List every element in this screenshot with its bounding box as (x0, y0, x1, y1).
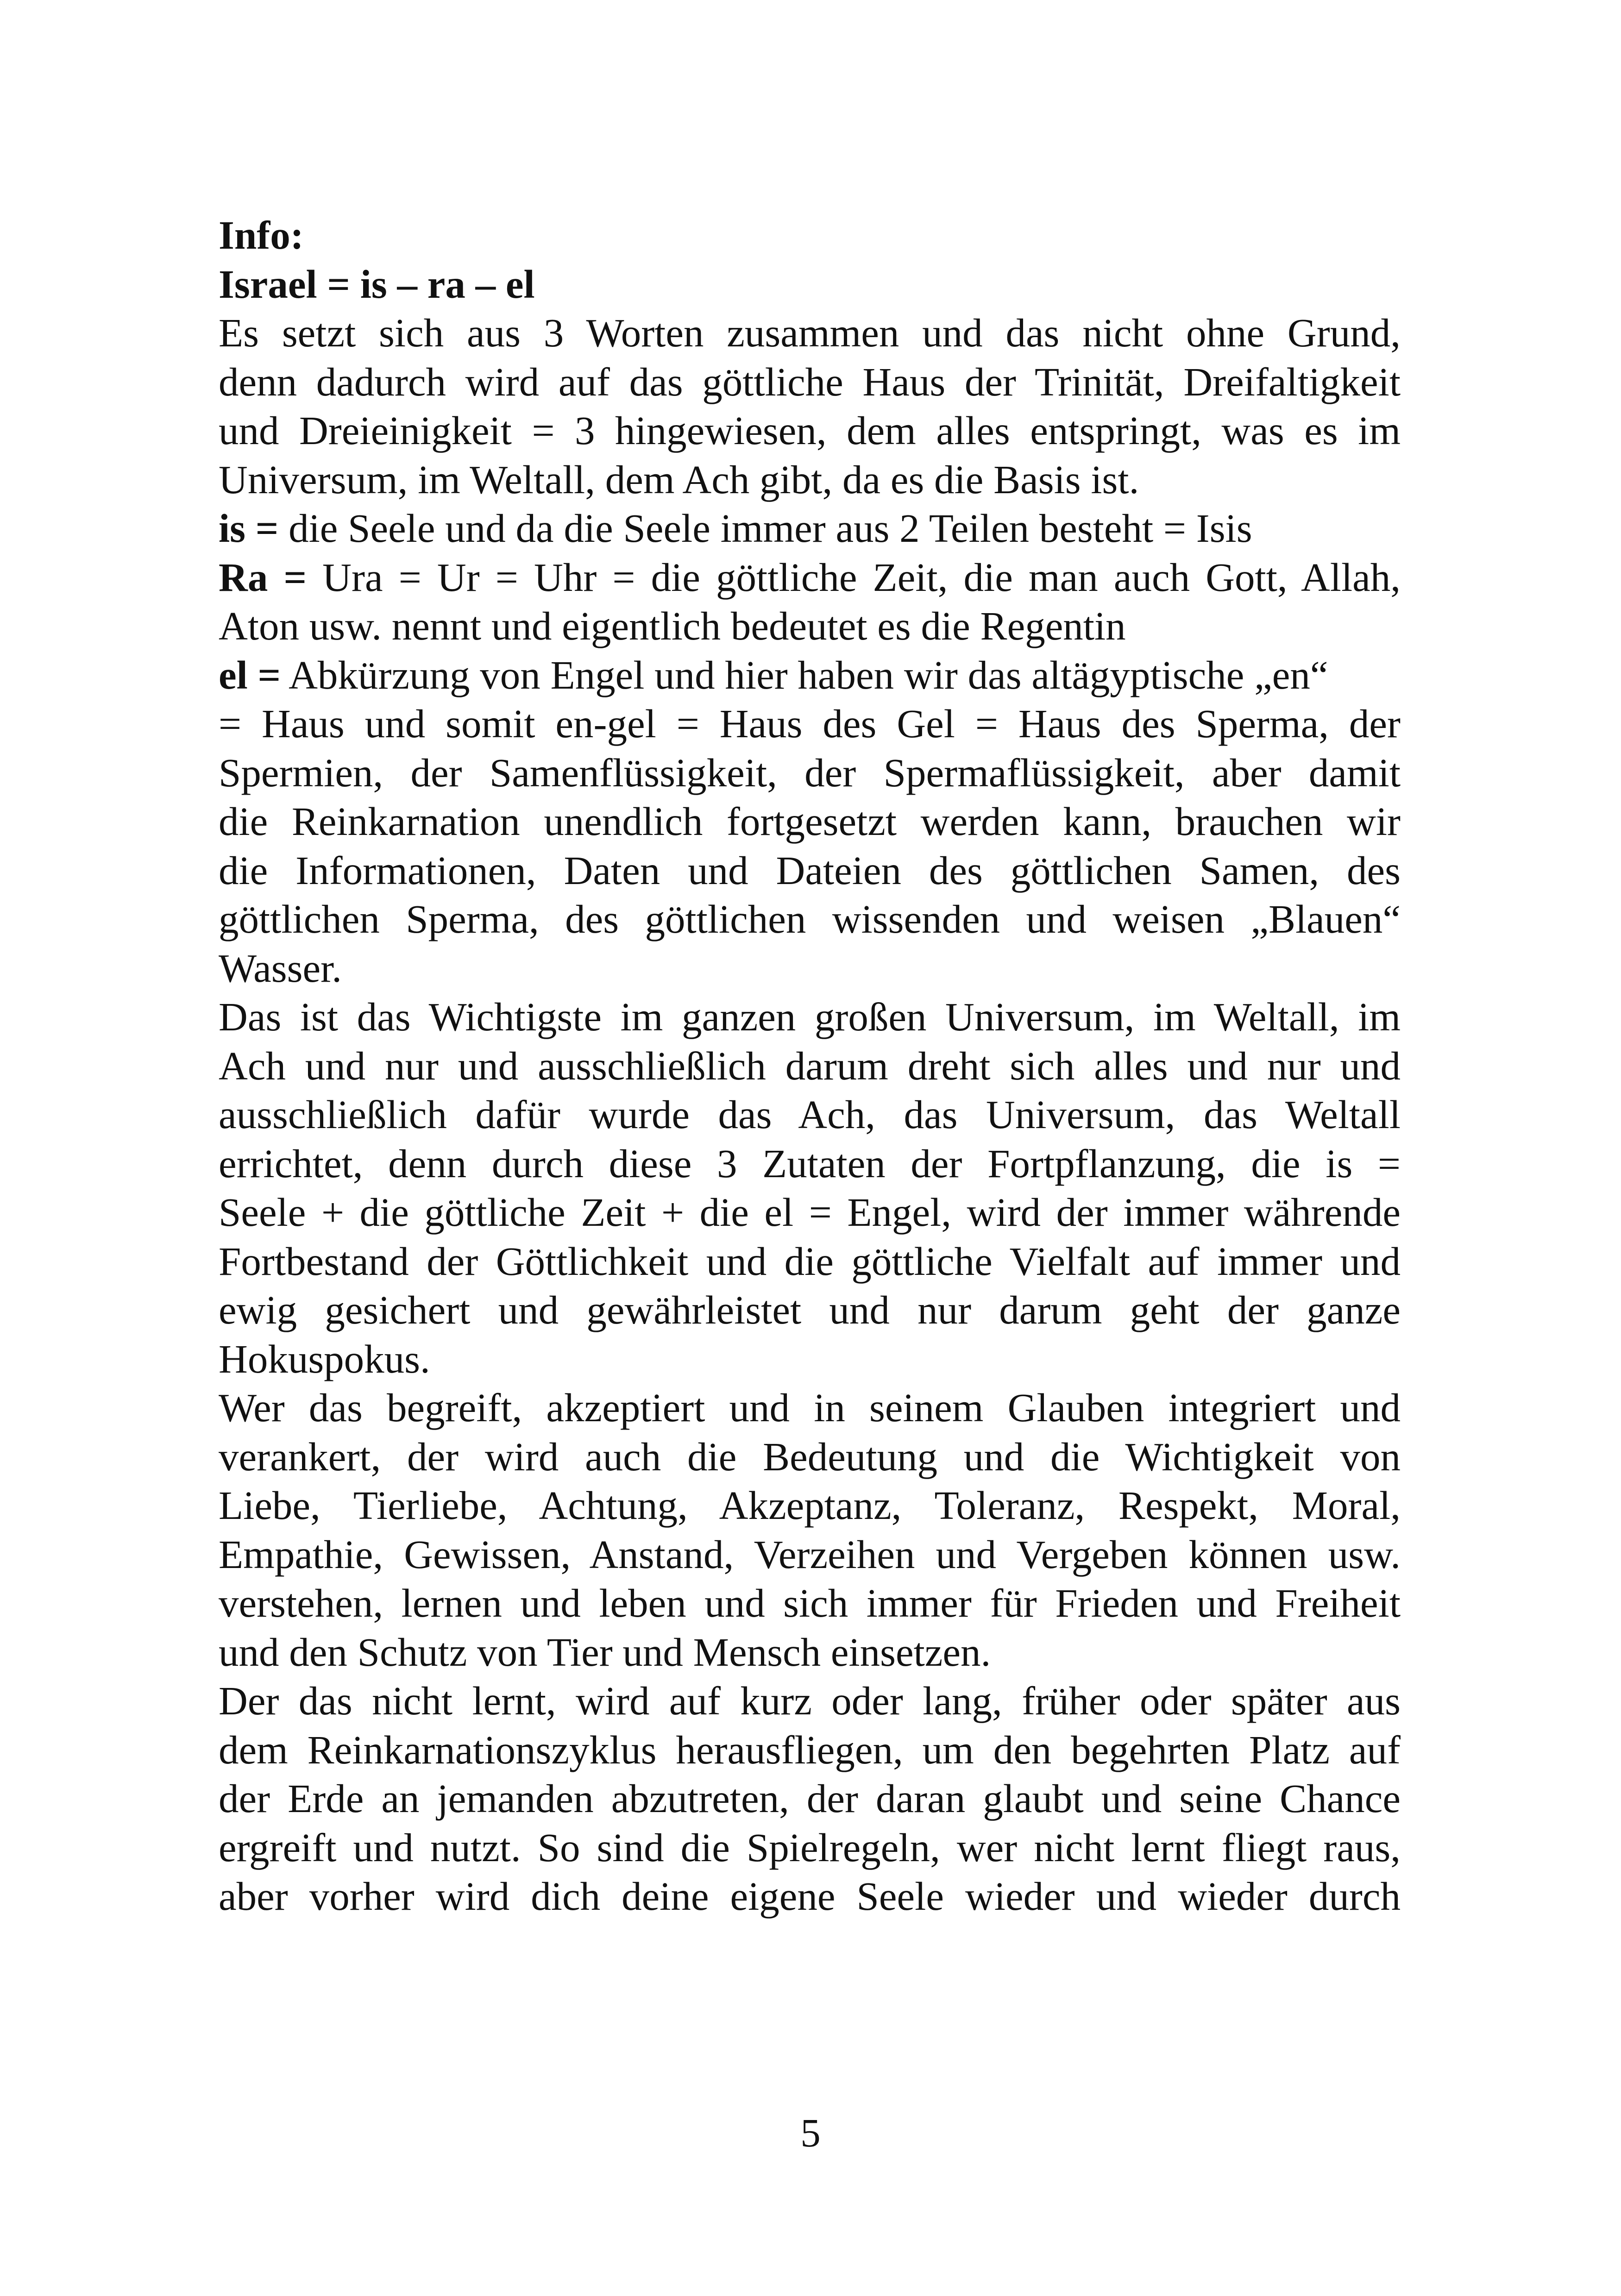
definition-is (219, 504, 1401, 553)
text-line: denn dadurch wird auf das göttliche Haus der Trinität, Dreifaltigkeit (219, 359, 1401, 404)
text-line: und Dreieinigkeit = 3 hingewiesen, dem alles entspringt, was es im (219, 408, 1401, 453)
text-line: Empathie, Gewissen, Anstand, Verzeihen und Vergeben können usw. (219, 1531, 1401, 1577)
text-line: aber vorher wird dich deine eigene Seele wieder und wieder durch (219, 1874, 1401, 1919)
definition-text: Abkürzung von Engel und hier haben wir das altägyptische „en“ (281, 652, 1328, 697)
text-line: Fortbestand der Göttlichkeit und die göttliche Vielfalt auf immer und (219, 1238, 1401, 1284)
body-text (219, 211, 1401, 1921)
definition-text: die Seele und da die Seele immer aus 2 Teilen besteht = Isis (278, 506, 1252, 551)
text-line: göttlichen Sperma, des göttlichen wissenden und weisen „Blauen“ (219, 897, 1401, 941)
term-is: is = (219, 506, 279, 551)
text-line: Ach und nur und ausschließlich darum dreht sich alles und nur und (219, 1043, 1401, 1088)
text-line: der Erde an jemanden abzutreten, der daran glaubt und seine Chance (219, 1776, 1401, 1821)
text-line: Wasser. (219, 945, 342, 991)
text-line: und den Schutz von Tier und Mensch einsetzen. (219, 1629, 991, 1675)
definition-ra (219, 553, 1401, 602)
text-line: verstehen, lernen und leben und sich immer für Frieden und Freiheit (219, 1581, 1401, 1625)
definition-el (219, 651, 1401, 700)
text-line: ewig gesichert und gewährleistet und nur darum geht der ganze (219, 1287, 1401, 1332)
term-el: el = (219, 652, 281, 697)
term-ra: Ra = (219, 554, 307, 600)
text-line: die Reinkarnation unendlich fortgesetzt werden kann, brauchen wir (219, 799, 1401, 844)
text-line: die Informationen, Daten und Dateien des göttlichen Samen, des (219, 847, 1401, 893)
text-line: Seele + die göttliche Zeit + die el = Engel, wird der immer währende (219, 1190, 1401, 1235)
text-line: = Haus und somit en-gel = Haus des Gel = Haus des Sperma, der (219, 701, 1401, 746)
page-number: 5 (800, 2110, 821, 2155)
text-line: Hokuspokus. (219, 1336, 430, 1381)
text-line: Universum, im Weltall, dem Ach gibt, da es die Basis ist. (219, 457, 1139, 502)
text-line: Wer das begreift, akzeptiert und in seinem Glauben integriert und (219, 1385, 1401, 1430)
text-line: Das ist das Wichtigste im ganzen großen Universum, im Weltall, im (219, 994, 1401, 1039)
heading-info: Info: (219, 213, 304, 257)
text-line: verankert, der wird auch die Bedeutung und die Wichtigkeit von (219, 1434, 1401, 1479)
text-line: dem Reinkarnationszyklus herausfliegen, um den begehrten Platz auf (219, 1727, 1401, 1772)
text-line: ausschließlich dafür wurde das Ach, das Universum, das Weltall (219, 1092, 1401, 1137)
text-line: Liebe, Tierliebe, Achtung, Akzeptanz, Toleranz, Respekt, Moral, (219, 1483, 1401, 1528)
text-line: errichtet, denn durch diese 3 Zutaten der Fortpflanzung, die is = (219, 1141, 1401, 1186)
text-line: ergreift und nutzt. So sind die Spielregeln, wer nicht lernt fliegt raus, (219, 1825, 1401, 1870)
text-line: Es setzt sich aus 3 Worten zusammen und das nicht ohne Grund, (219, 310, 1401, 355)
text-line: Aton usw. nennt und eigentlich bedeutet es die Regentin (219, 603, 1126, 648)
heading-israel: Israel = is – ra – el (219, 261, 535, 307)
text-line: Der das nicht lernt, wird auf kurz oder lang, früher oder später aus (219, 1678, 1401, 1723)
text-line: Spermien, der Samenflüssigkeit, der Spermaflüssigkeit, aber damit (219, 750, 1401, 795)
definition-text: Ura = Ur = Uhr = die göttliche Zeit, die man auch Gott, Allah, (307, 554, 1401, 600)
